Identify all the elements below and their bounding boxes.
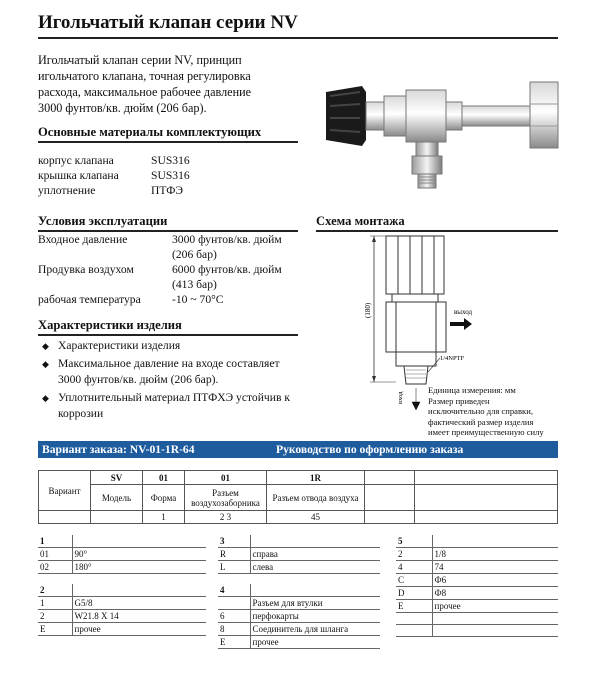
name-cell: Форма [143,485,185,511]
option-table-3: 3 R справа L слева [218,535,380,574]
feature-item: ◆ Уплотнительный материал ПТФХЭ устойчив к коррозии [42,391,290,420]
outlet-arrow-icon [450,318,472,330]
material-label: крышка клапана [38,169,119,182]
name-cell: Модель [91,485,143,511]
condition-value: -10 ~ 70°C [172,293,224,306]
option-table-5: 5 2 1/8 4 74 C Ф6 D Ф8 E прочее [396,535,558,637]
variant-cell: Вариант [39,471,91,511]
product-photo [322,62,562,192]
condition-label: Продувка воздухом [38,263,134,276]
feature-item: ◆ Максимальное давление на входе составляет 3000 фунтов/кв. дюйм (206 бар). [42,357,280,386]
material-value: SUS316 [151,169,190,182]
conditions-list [38,232,282,307]
code-cell: 1R [267,471,365,485]
option-table-1: 1 01 90° 02 180° [38,535,206,574]
ref-cell: 45 [267,511,365,524]
code-cell: 01 [185,471,267,485]
features-list [42,338,304,424]
materials-list [38,153,190,198]
outlet-label: выход [454,308,473,316]
condition-value: (206 бар) [172,248,217,261]
name-cell: Разъем отвода воздуха [267,485,365,511]
condition-label: Входное давление [38,233,128,246]
material-label: корпус клапана [38,154,114,167]
dimension-label: (180) [364,302,372,318]
thread-label: 1/4NPTF [440,355,465,362]
order-guide: Руководство по оформлению заказа [276,443,464,456]
features-heading: Характеристики изделия [38,318,182,332]
diagram-heading: Схема монтажа [316,214,405,228]
condition-value: 6000 фунтов/кв. дюйм [172,263,282,276]
condition-value: (413 бар) [172,278,217,291]
inlet-arrow-icon [412,388,420,410]
bullet-diamond-icon: ◆ [42,393,49,403]
diagram-note: Единица измерения: мм Размер приведен исключительно для справки, фактический размер изделия имеет преимущественную силу [428,385,544,437]
ref-cell: 1 [143,511,185,524]
code-cell: 01 [143,471,185,485]
inlet-label: вход [397,391,404,404]
materials-heading: Основные материалы комплектующих [38,125,262,139]
code-cell: SV [91,471,143,485]
materials-rule [38,141,298,143]
ref-cell: 2 3 [185,511,267,524]
conditions-heading: Условия эксплуатации [38,214,168,228]
option-table-4: 4 Разъем для втулки 6 перфокарты 8 Соединитель для шланга E прочее [218,584,380,649]
bullet-diamond-icon: ◆ [42,341,49,351]
name-cell: Разъем воздухозаборника [185,485,267,511]
title-rule [38,37,558,39]
material-value: SUS316 [151,154,190,167]
page-title: Игольчатый клапан серии NV [38,12,298,33]
option-table-2: 2 1 G5/8 2 W21.8 X 14 E прочее [38,584,206,636]
material-value: ПТФЭ [151,184,184,197]
order-bar [38,441,558,458]
order-code: Вариант заказа: NV-01-1R-64 [42,443,195,456]
order-main-table [38,470,558,524]
condition-value: 3000 фунтов/кв. дюйм [172,233,282,246]
intro-text: Игольчатый клапан серии NV, принцип игольчатого клапана, точная регулировка расхода, максимальное рабочее давление 3000 фунтов/кв. дюйм (206 бар). [38,53,252,115]
features-rule [38,334,298,336]
condition-label: рабочая температура [38,293,141,306]
material-label: уплотнение [38,184,96,197]
bullet-diamond-icon: ◆ [42,359,49,369]
feature-item: ◆ Характеристики изделия [42,339,181,352]
